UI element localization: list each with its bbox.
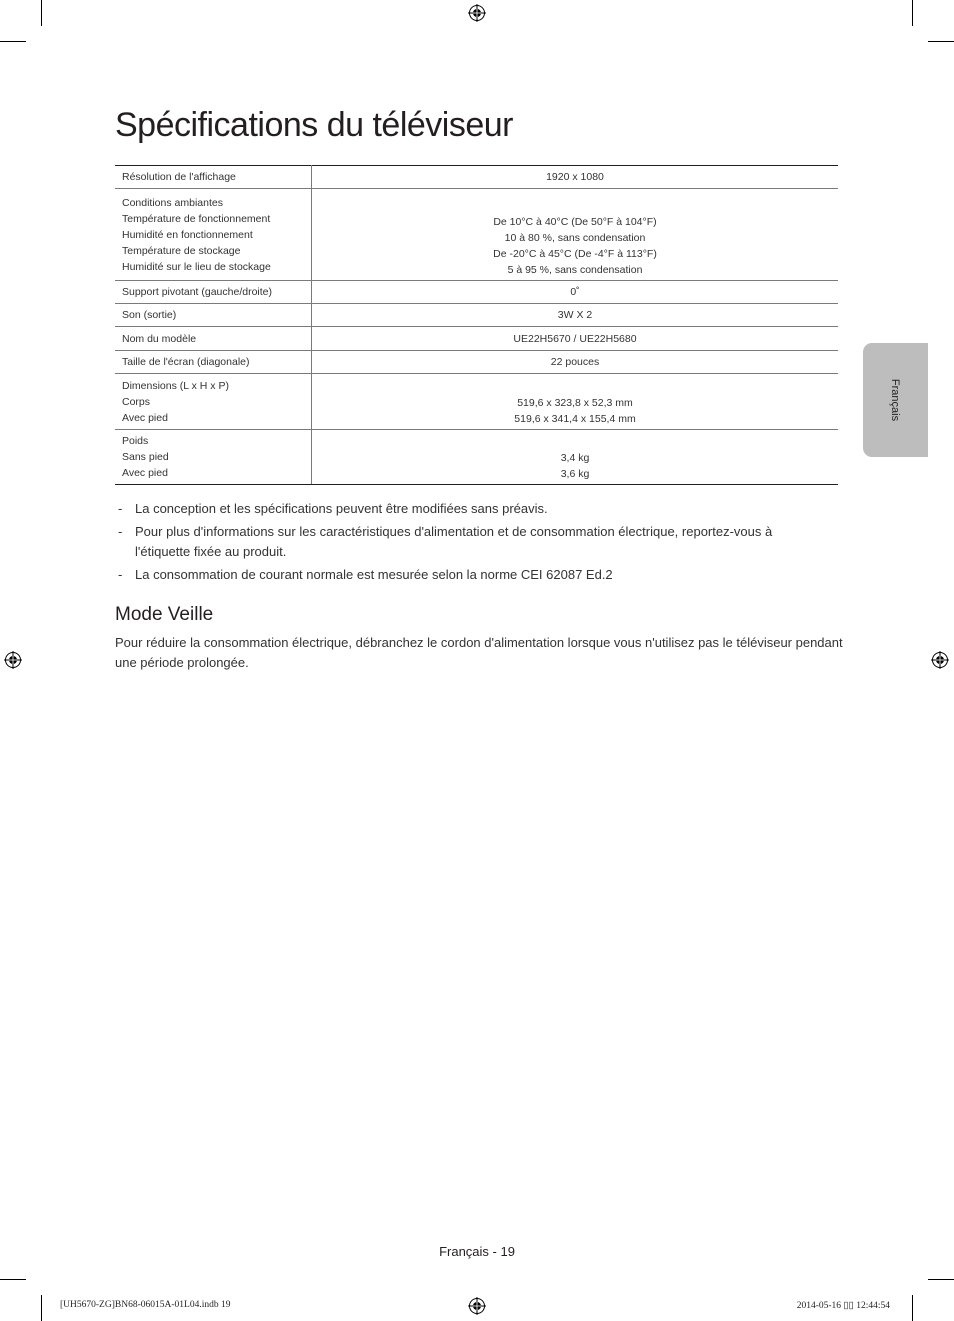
spec-label-line: Température de stockage [122, 244, 241, 257]
spec-value-line: 3W X 2 [557, 309, 593, 321]
spec-label-line: Humidité sur le lieu de stockage [122, 260, 271, 273]
table-row [115, 166, 838, 189]
crop-mark [0, 41, 26, 42]
spec-value-line: De 10°C à 40°C (De 50°F à 104°F) [493, 216, 657, 228]
spec-label-line: Humidité en fonctionnement [122, 228, 253, 241]
page-title: Spécifications du téléviseur [115, 106, 514, 144]
crop-mark [912, 1295, 913, 1321]
spec-value-line: 22 pouces [550, 356, 600, 368]
spec-label-line: Taille de l'écran (diagonale) [122, 356, 250, 368]
table-row [115, 430, 838, 485]
spec-value [312, 281, 839, 304]
spec-value [312, 374, 839, 430]
spec-label [115, 374, 312, 430]
spec-value-line: 5 à 95 %, sans condensation [507, 264, 643, 276]
spec-value-line: 3,6 kg [560, 468, 590, 480]
crop-mark [912, 0, 913, 26]
specifications-table [115, 165, 838, 485]
spec-label-line: Support pivotant (gauche/droite) [122, 286, 273, 298]
spec-value [312, 430, 839, 485]
note-item: - La consommation de courant normale est mesurée selon la norme CEI 62087 Ed.2 [115, 565, 815, 585]
spec-value-line: 0˚ [570, 286, 580, 298]
spec-label-line: Avec pied [122, 467, 168, 479]
spec-label [115, 351, 312, 374]
table-row [115, 351, 838, 374]
registration-mark-icon [931, 651, 949, 669]
spec-label-line: Température de fonctionnement [122, 212, 271, 225]
registration-mark-icon [468, 4, 486, 22]
spec-label [115, 327, 312, 351]
standby-text: Pour réduire la consommation électrique, débranchez le cordon d'alimentation lorsque vous n'utilisez pas le téléviseur pendant une période prolongée. [115, 635, 843, 670]
table-row [115, 304, 838, 327]
notes-list [115, 499, 815, 588]
language-side-tab-label: Français [889, 378, 901, 422]
spec-value-line: 3,4 kg [560, 452, 590, 464]
spec-label [115, 304, 312, 327]
language-side-tab [863, 343, 928, 457]
spec-value [312, 166, 839, 189]
spec-label-line: Sans pied [122, 451, 169, 463]
spec-value-line: 519,6 x 341,4 x 155,4 mm [514, 413, 636, 425]
table-row [115, 327, 838, 351]
spec-value-line: 10 à 80 %, sans condensation [504, 232, 646, 244]
spec-value [312, 351, 839, 374]
spec-value [312, 327, 839, 351]
crop-mark [928, 41, 954, 42]
table-row [115, 374, 838, 430]
page-number: Français - 19 [439, 1244, 515, 1259]
spec-label-line: Poids [122, 435, 149, 447]
spec-label-line: Conditions ambiantes [122, 196, 223, 209]
spec-value-line: 519,6 x 323,8 x 52,3 mm [517, 397, 633, 409]
registration-mark-icon [4, 651, 22, 669]
crop-mark [41, 1295, 42, 1321]
spec-label [115, 166, 312, 189]
crop-mark [0, 1279, 26, 1280]
spec-value [312, 189, 839, 281]
spec-value [312, 304, 839, 327]
spec-value-line: De -20°C à 45°C (De -4°F à 113°F) [493, 248, 657, 260]
spec-value-line: 1920 x 1080 [546, 171, 604, 183]
crop-mark [928, 1279, 954, 1280]
spec-value-line: UE22H5670 / UE22H5680 [513, 332, 637, 345]
spec-label [115, 281, 312, 304]
note-item: - Pour plus d'informations sur les caractéristiques d'alimentation et de consommation électrique, reportez-vous à l'étiquette fixée au produit. [115, 522, 815, 562]
spec-label [115, 430, 312, 485]
registration-mark-icon [468, 1297, 486, 1315]
spec-label-line: Dimensions (L x H x P) [122, 379, 229, 392]
spec-label-line: Son (sortie) [122, 309, 177, 321]
spec-label-line: Résolution de l'affichage [122, 171, 236, 183]
crop-mark [41, 0, 42, 26]
note-item: - La conception et les spécifications peuvent être modifiées sans préavis. [115, 499, 815, 519]
table-row [115, 189, 838, 281]
spec-label-line: Corps [122, 395, 151, 408]
standby-heading: Mode Veille [115, 604, 214, 625]
print-slug-file: [UH5670-ZG]BN68-06015A-01L04.indb 19 [60, 1300, 231, 1310]
table-row [115, 281, 838, 304]
spec-label-line: Avec pied [122, 411, 168, 424]
spec-label-line: Nom du modèle [122, 332, 197, 345]
print-slug-date: 2014-05-16 ▯▯ 12:44:54 [796, 1301, 890, 1311]
spec-label [115, 189, 312, 281]
